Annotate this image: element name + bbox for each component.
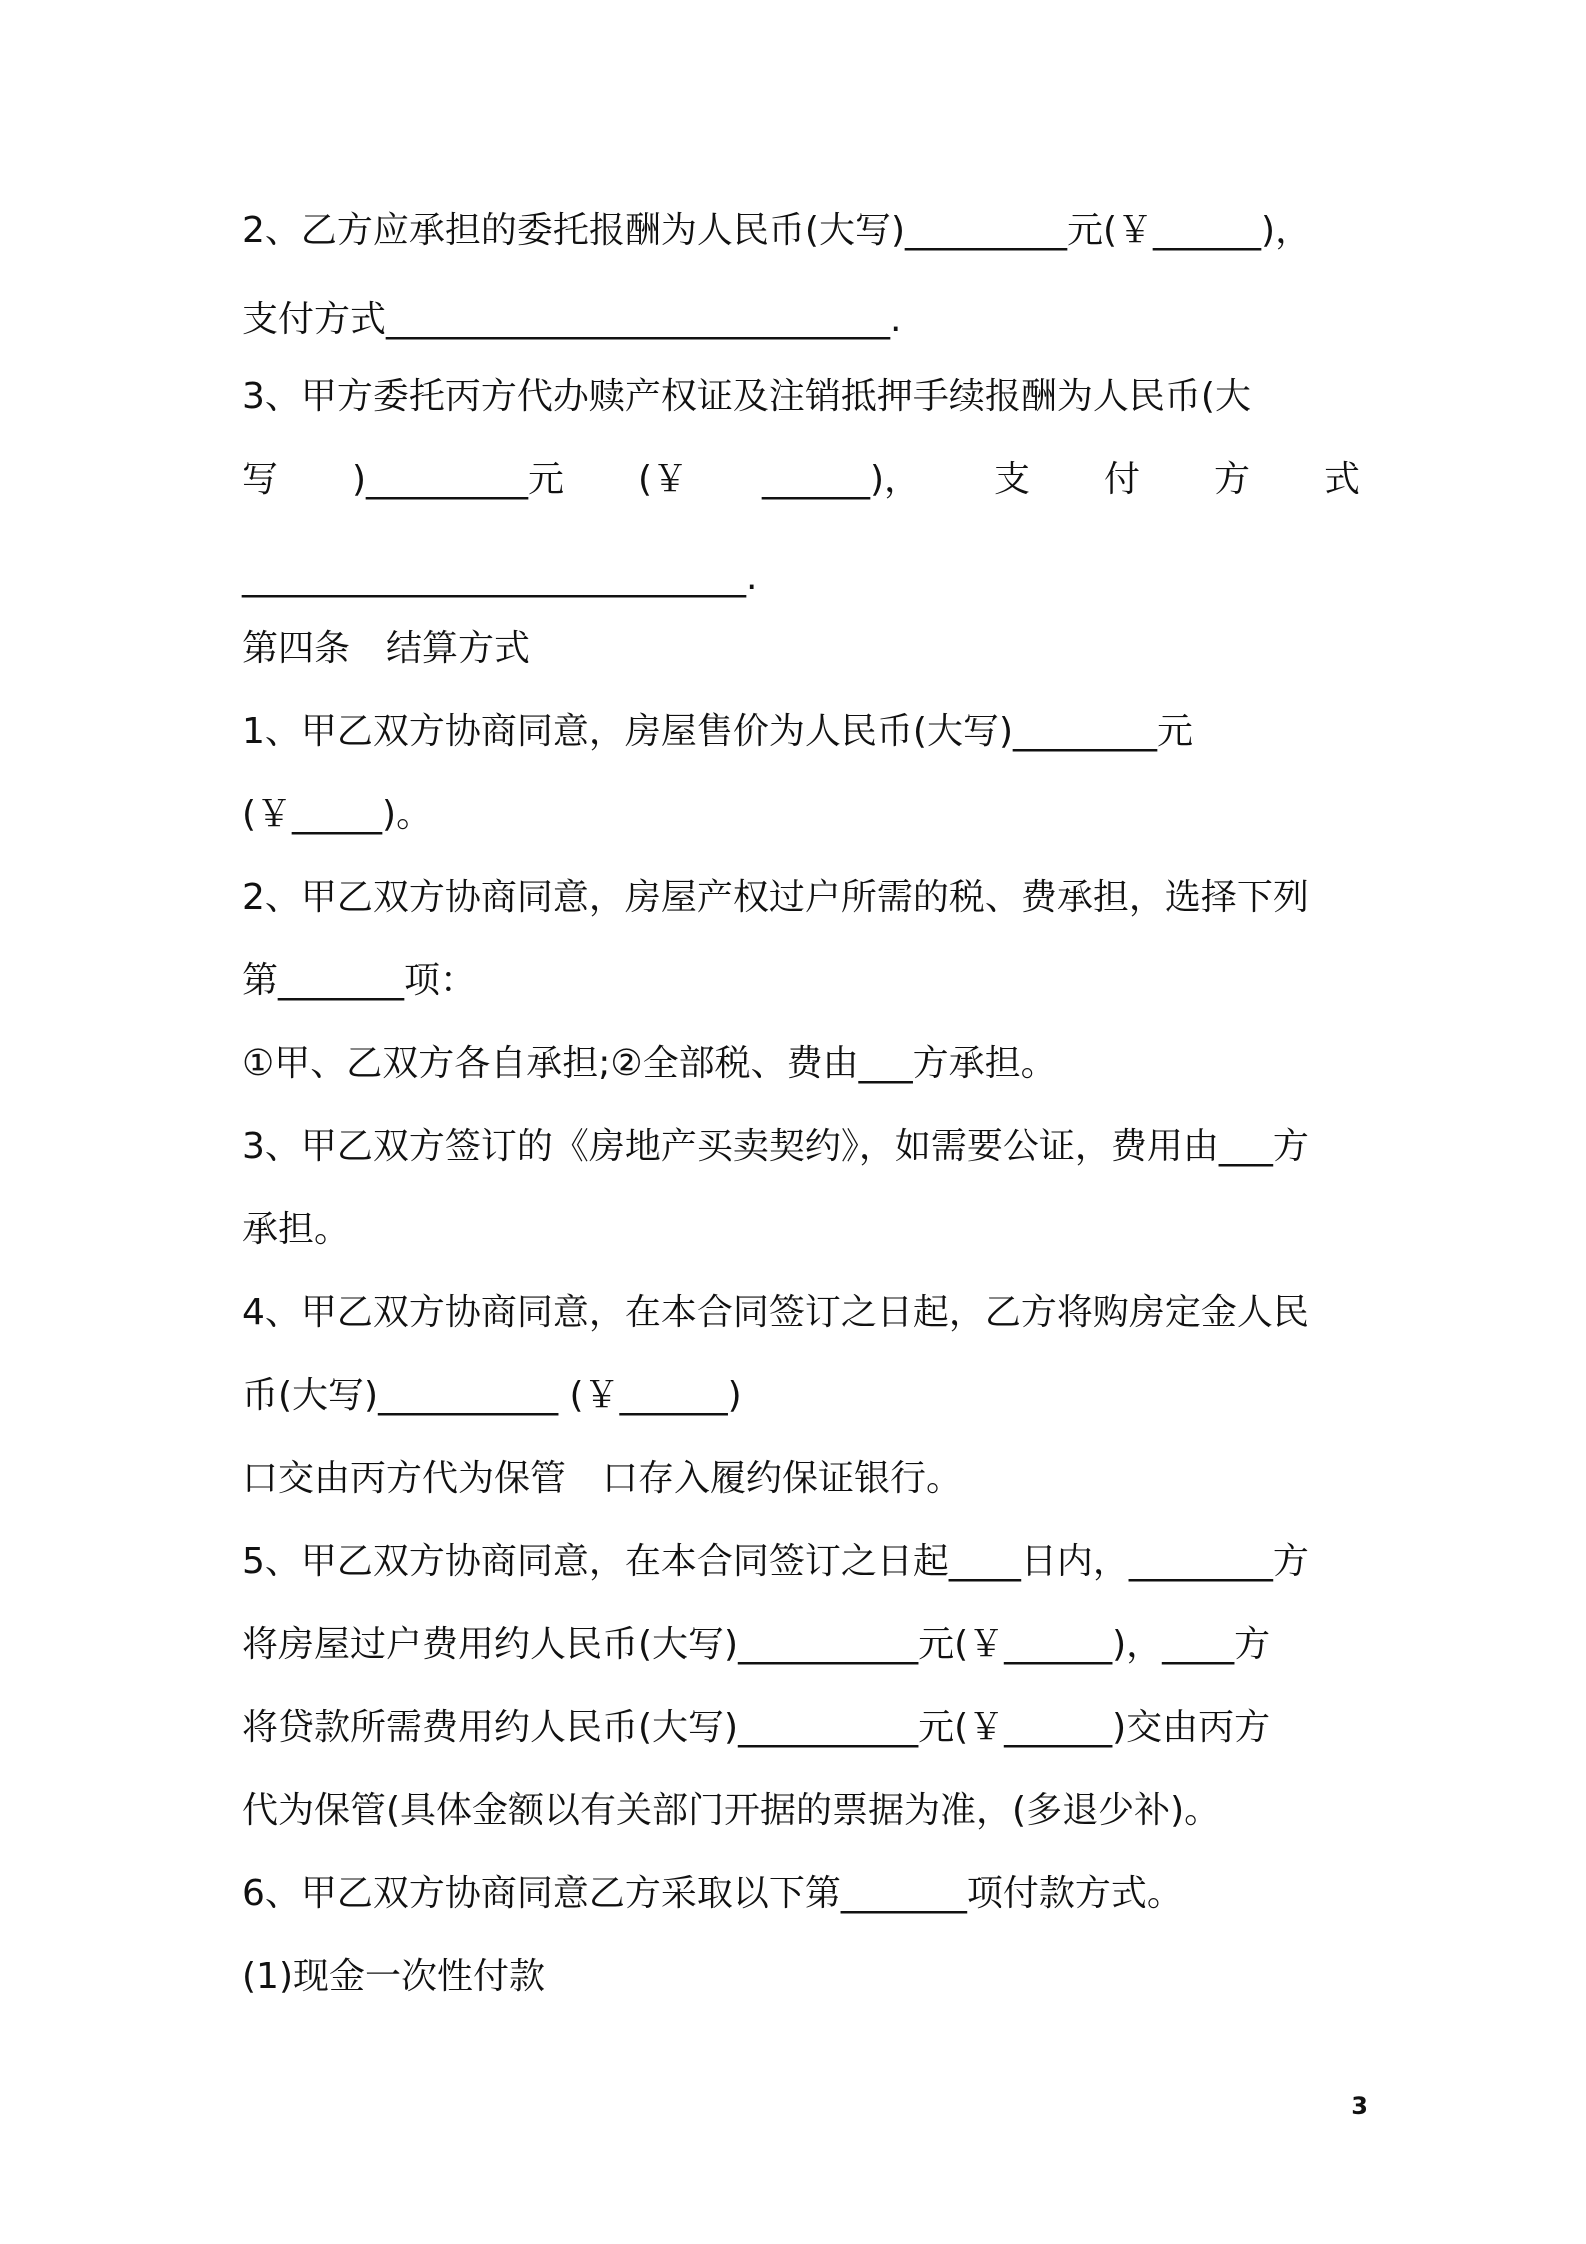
line-fragment: (￥ <box>638 459 689 500</box>
clause-line: 2、乙方应承担的委托报酬为人民币(大写)_________元(￥______)， <box>242 210 1312 251</box>
clause-line: ①甲、乙双方各自承担;②全部税、费由___方承担。 <box>242 1043 1057 1084</box>
clause-line: 币(大写)__________ (￥______) <box>242 1375 742 1416</box>
justified-clause-line <box>242 452 1360 508</box>
clause-line: 代为保管(具体金额以有关部门开据的票据为准，(多退少补)。 <box>242 1790 1221 1831</box>
clause-line: 3、甲方委托丙方代办赎产权证及注销抵押手续报酬为人民币(大 <box>242 376 1251 417</box>
clause-line: ____________________________. <box>242 557 758 598</box>
clause-line: 口交由丙方代为保管 口存入履约保证银行。 <box>242 1458 963 1499</box>
clause-line: 5、甲乙双方协商同意，在本合同签订之日起____日内，________方 <box>242 1541 1309 1582</box>
clause-line: 4、甲乙双方协商同意，在本合同签订之日起，乙方将购房定金人民 <box>242 1292 1309 1333</box>
clause-line: 3、甲乙双方签订的《房地产买卖契约》，如需要公证，费用由___方 <box>242 1126 1309 1167</box>
page-number: 3 <box>1351 2092 1368 2120</box>
section-heading: 第四条 结算方式 <box>242 628 531 669</box>
clause-line: 6、甲乙双方协商同意乙方采取以下第_______项付款方式。 <box>242 1873 1183 1914</box>
clause-line: 1、甲乙双方协商同意，房屋售价为人民币(大写)________元 <box>242 711 1193 752</box>
clause-line: 将贷款所需费用约人民币(大写)__________元(￥______)交由丙方 <box>242 1707 1271 1748</box>
line-fragment: )_________元 <box>351 459 565 500</box>
line-fragment: 付 <box>1104 459 1141 500</box>
clause-line: (1)现金一次性付款 <box>242 1956 545 1997</box>
clause-line: 第_______项： <box>242 960 477 1001</box>
line-fragment: 式 <box>1323 459 1360 500</box>
line-fragment: 方 <box>1214 459 1251 500</box>
line-fragment: ______)， <box>762 459 921 500</box>
line-fragment: 写 <box>242 459 279 500</box>
line-fragment: 支 <box>994 459 1031 500</box>
clause-line: 承担。 <box>242 1209 351 1250</box>
clause-line: 2、甲乙双方协商同意，房屋产权过户所需的税、费承担，选择下列 <box>242 877 1309 918</box>
clause-line: 支付方式____________________________. <box>242 299 902 340</box>
clause-line: (￥_____)。 <box>242 794 433 835</box>
clause-line: 将房屋过户费用约人民币(大写)__________元(￥______)，____方 <box>242 1624 1271 1665</box>
